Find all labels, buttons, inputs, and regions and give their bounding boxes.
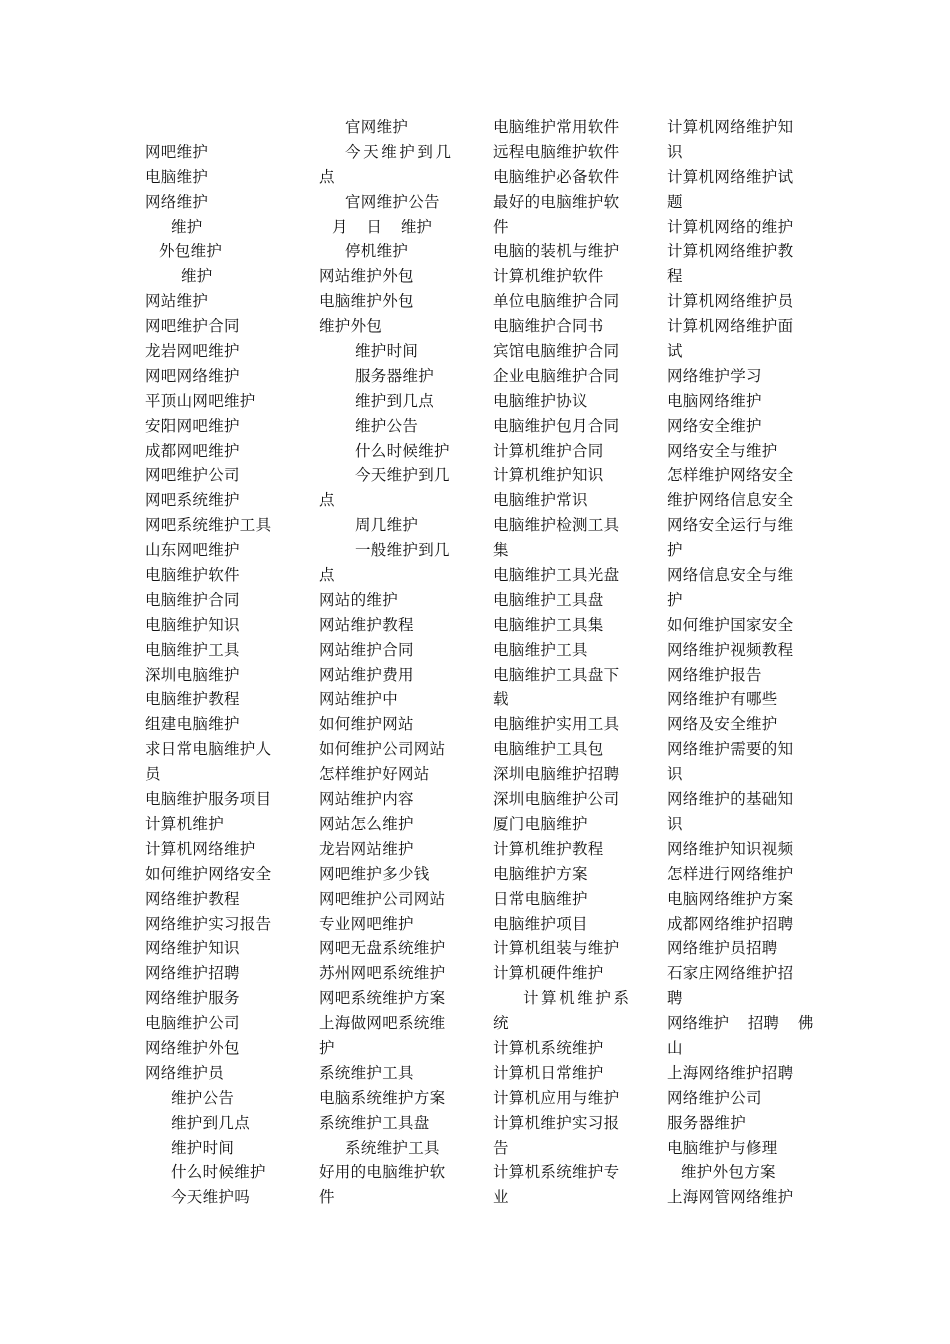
text-line: 网络维护报告: [667, 665, 762, 684]
text-line: 网络维护服务: [145, 989, 240, 1008]
text-line: 网络维护: [145, 192, 209, 211]
text-line: 官网维护: [345, 118, 409, 136]
text-line: 件: [493, 217, 509, 236]
text-line: 网络及安全维护: [667, 715, 778, 734]
text-line: 网吧维护合同: [145, 317, 240, 336]
text-line: 计算机日常维护: [493, 1063, 604, 1082]
text-line: 网络维护公司: [667, 1088, 762, 1107]
text-line: 上海做网吧系统维: [319, 1014, 446, 1033]
text-line: 识: [667, 814, 683, 833]
text-line: 专业网吧维护: [319, 914, 414, 933]
text-line: 系统维护工具盘: [319, 1113, 430, 1132]
text-line: 电脑维护服务项目: [145, 790, 272, 809]
text-line: 网吧维护: [145, 142, 209, 161]
text-line: 电脑维护工具盘下: [493, 665, 620, 684]
text-line: 网站维护教程: [319, 615, 414, 634]
text-line: 电脑维护工具集: [493, 615, 604, 634]
text-line: 网站维护: [145, 292, 209, 311]
text-line: 电脑维护协议: [493, 391, 588, 410]
text-line: 电脑维护常用软件: [493, 118, 620, 136]
text-line: 最好的电脑维护软: [493, 192, 620, 211]
text-line: 上海网管网络维护: [667, 1188, 794, 1207]
text-line: 外包维护: [159, 242, 223, 261]
text-line: 苏州网吧系统维护: [319, 964, 446, 983]
text-line: 维护: [181, 267, 213, 286]
text-line: 网络信息安全与维: [667, 566, 794, 585]
text-line: 电脑维护软件: [145, 566, 240, 585]
text-line: 成都网吧维护: [145, 441, 240, 460]
text-line: 成都网络维护招聘: [667, 914, 794, 933]
text-line: 网络维护的基础知: [667, 790, 794, 809]
text-line: 电脑维护实用工具: [493, 715, 620, 734]
text-line: 维护外包方案: [681, 1163, 776, 1182]
text-line: 山东网吧维护: [145, 541, 240, 560]
text-line: 点: [319, 167, 335, 186]
text-line: 聘: [667, 989, 683, 1008]
text-line: 计算机网络维护知: [667, 118, 794, 136]
text-line: 维护到几点: [355, 391, 435, 410]
text-line: 计算机硬件维护: [493, 964, 604, 983]
text-line: 计算机组装与维护: [493, 939, 620, 958]
text-line: 网络维护需要的知: [667, 740, 794, 759]
text-line: 深圳电脑维护: [145, 665, 240, 684]
text-line: 护: [319, 1038, 335, 1057]
text-line: 网络维护员招聘: [667, 939, 778, 958]
text-line: 网络维护教程: [145, 889, 240, 908]
text-line: 计算机系统维护: [493, 1038, 604, 1057]
text-line: 计算机维护系: [523, 989, 632, 1008]
text-line: 平顶山网吧维护: [145, 391, 256, 410]
text-line: 服务器维护: [355, 366, 435, 385]
text-line: 网站维护费用: [319, 665, 414, 684]
text-line: 安阳网吧维护: [145, 416, 240, 435]
text-line: [145, 115, 290, 140]
text-line: 今天维护吗: [171, 1188, 251, 1207]
text-line: 题: [667, 192, 683, 211]
keyword-column-1: [145, 115, 290, 1210]
text-line: 什么时候维护: [355, 441, 450, 460]
text-line: 网络维护外包: [145, 1038, 240, 1057]
text-line: 计算机网络维护: [145, 839, 256, 858]
text-line: 计算机应用与维护: [493, 1088, 620, 1107]
text-line: 上海网络维护招聘: [667, 1063, 794, 1082]
text-line: 网吧网络维护: [145, 366, 240, 385]
text-line: 怎样维护好网站: [319, 765, 430, 784]
text-line: 网络维护知识: [145, 939, 240, 958]
text-line: 计算机系统维护专: [493, 1163, 620, 1182]
text-line: 周几维护: [355, 516, 419, 535]
text-line: 深圳电脑维护招聘: [493, 765, 620, 784]
text-line: 试: [667, 342, 683, 361]
text-line: 服务器维护: [667, 1113, 747, 1132]
text-line: 点: [319, 566, 335, 585]
text-line: 系统维护工具: [319, 1063, 414, 1082]
text-line: 电脑维护与修理: [667, 1138, 778, 1157]
text-line: 电脑维护工具: [145, 640, 240, 659]
text-line: 系统维护工具: [345, 1138, 440, 1157]
text-line: 今天维护到几: [345, 142, 454, 161]
text-line: 组建电脑维护: [145, 715, 240, 734]
text-line: 怎样维护网络安全: [667, 466, 794, 485]
text-line: 维护: [171, 217, 203, 236]
text-line: 维护时间: [171, 1138, 235, 1157]
text-line: 电脑维护合同: [145, 590, 240, 609]
text-line: 网络维护学习: [667, 366, 762, 385]
text-line: 维护到几点: [171, 1113, 251, 1132]
text-line: 维护外包: [319, 317, 383, 336]
text-line: 网吧系统维护方案: [319, 989, 446, 1008]
text-line: 护: [667, 590, 683, 609]
text-line: 电脑网络维护方案: [667, 889, 794, 908]
text-line: 电脑维护工具盘: [493, 590, 604, 609]
text-line: 求日常电脑维护人: [145, 740, 272, 759]
text-line: 维护时间: [355, 342, 419, 361]
text-line: 什么时候维护: [171, 1163, 266, 1182]
text-line: 如何维护网站: [319, 715, 414, 734]
text-line: 电脑维护合同书: [493, 317, 604, 336]
text-line: 电脑维护常识: [493, 491, 588, 510]
text-line: 电脑维护公司: [145, 1014, 240, 1033]
text-line: 识: [667, 142, 683, 161]
text-line: 件: [319, 1188, 335, 1207]
text-line: 电脑维护包月合同: [493, 416, 620, 435]
text-line: 网吧系统维护工具: [145, 516, 272, 535]
text-line: 深圳电脑维护公司: [493, 790, 620, 809]
text-line: 网吧系统维护: [145, 491, 240, 510]
text-line: 点: [319, 491, 335, 510]
text-line: 计算机网络维护教: [667, 242, 794, 261]
text-line: 网络维护员: [145, 1063, 225, 1082]
keyword-column-2: [319, 115, 464, 1210]
text-line: 集: [493, 541, 509, 560]
text-line: 网站维护内容: [319, 790, 414, 809]
text-line: 电脑维护工具光盘: [493, 566, 620, 585]
text-line: 计算机维护合同: [493, 441, 604, 460]
text-line: 如何维护国家安全: [667, 615, 794, 634]
text-line: 计算机网络维护试: [667, 167, 794, 186]
text-line: 网络安全维护: [667, 416, 762, 435]
text-line: 网络维护 招聘 佛: [667, 1014, 814, 1033]
text-line: 如何维护网络安全: [145, 864, 272, 883]
text-line: 网站怎么维护: [319, 814, 414, 833]
text-line: 告: [493, 1138, 509, 1157]
text-line: 网络维护知识视频: [667, 839, 794, 858]
text-line: 统: [493, 1014, 509, 1033]
text-line: 怎样进行网络维护: [667, 864, 794, 883]
text-line: 护: [667, 541, 683, 560]
text-line: 业: [493, 1188, 509, 1207]
text-line: 识: [667, 765, 683, 784]
text-line: 企业电脑维护合同: [493, 366, 620, 385]
text-line: 计算机网络维护员: [667, 292, 794, 311]
keyword-column-4: [667, 115, 812, 1210]
text-line: 网络维护招聘: [145, 964, 240, 983]
text-line: 日常电脑维护: [493, 889, 588, 908]
text-line: 电脑系统维护方案: [319, 1088, 446, 1107]
text-line: 电脑的装机与维护: [493, 242, 620, 261]
text-line: 网站维护外包: [319, 267, 414, 286]
text-line: 电脑维护检测工具: [493, 516, 620, 535]
text-line: 维护公告: [355, 416, 419, 435]
text-line: 计算机网络维护面: [667, 317, 794, 336]
text-line: 电脑维护教程: [145, 690, 240, 709]
text-line: 电脑维护: [145, 167, 209, 186]
text-line: 网吧维护公司网站: [319, 889, 446, 908]
text-line: 计算机维护实习报: [493, 1113, 620, 1132]
text-line: 电脑维护工具包: [493, 740, 604, 759]
text-line: 电脑维护工具: [493, 640, 588, 659]
text-line: 网络安全与维护: [667, 441, 778, 460]
text-line: 石家庄网络维护招: [667, 964, 794, 983]
text-line: 厦门电脑维护: [493, 814, 588, 833]
text-line: 电脑维护项目: [493, 914, 588, 933]
text-line: 计算机维护: [145, 814, 225, 833]
text-line: 网站的维护: [319, 590, 399, 609]
text-line: 网络安全运行与维: [667, 516, 794, 535]
text-line: 网站维护中: [319, 690, 399, 709]
text-line: 员: [145, 765, 161, 784]
text-line: 电脑维护知识: [145, 615, 240, 634]
text-line: 网络维护视频教程: [667, 640, 794, 659]
text-line: 官网维护公告: [345, 192, 440, 211]
text-line: 山: [667, 1038, 683, 1057]
text-line: 一般维护到几: [355, 541, 450, 560]
text-line: 计算机维护软件: [493, 267, 604, 286]
text-line: 程: [667, 267, 683, 286]
text-line: 维护网络信息安全: [667, 491, 794, 510]
text-line: 网吧无盘系统维护: [319, 939, 446, 958]
text-line: 维护公告: [171, 1088, 235, 1107]
text-line: 计算机维护知识: [493, 466, 604, 485]
text-line: 龙岩网站维护: [319, 839, 414, 858]
text-line: 载: [493, 690, 509, 709]
text-line: 好用的电脑维护软: [319, 1163, 446, 1182]
text-line: 电脑维护必备软件: [493, 167, 620, 186]
text-line: 停机维护: [345, 242, 409, 261]
text-line: 网吧维护公司: [145, 466, 240, 485]
text-line: 龙岩网吧维护: [145, 342, 240, 361]
text-line: 计算机网络的维护: [667, 217, 794, 236]
text-line: 月 日 维护: [332, 217, 432, 236]
text-line: 单位电脑维护合同: [493, 292, 620, 311]
keyword-column-3: [493, 115, 638, 1210]
text-line: 网络维护有哪些: [667, 690, 778, 709]
text-line: 电脑维护外包: [319, 292, 414, 311]
text-line: 如何维护公司网站: [319, 740, 446, 759]
text-line: 电脑维护方案: [493, 864, 588, 883]
text-line: 计算机维护教程: [493, 839, 604, 858]
text-line: 网络维护实习报告: [145, 914, 272, 933]
text-line: 电脑网络维护: [667, 391, 762, 410]
text-line: 远程电脑维护软件: [493, 142, 620, 161]
text-line: 今天维护到几: [355, 466, 450, 485]
text-line: 宾馆电脑维护合同: [493, 342, 620, 361]
text-line: 网站维护合同: [319, 640, 414, 659]
text-line: 网吧维护多少钱: [319, 864, 430, 883]
